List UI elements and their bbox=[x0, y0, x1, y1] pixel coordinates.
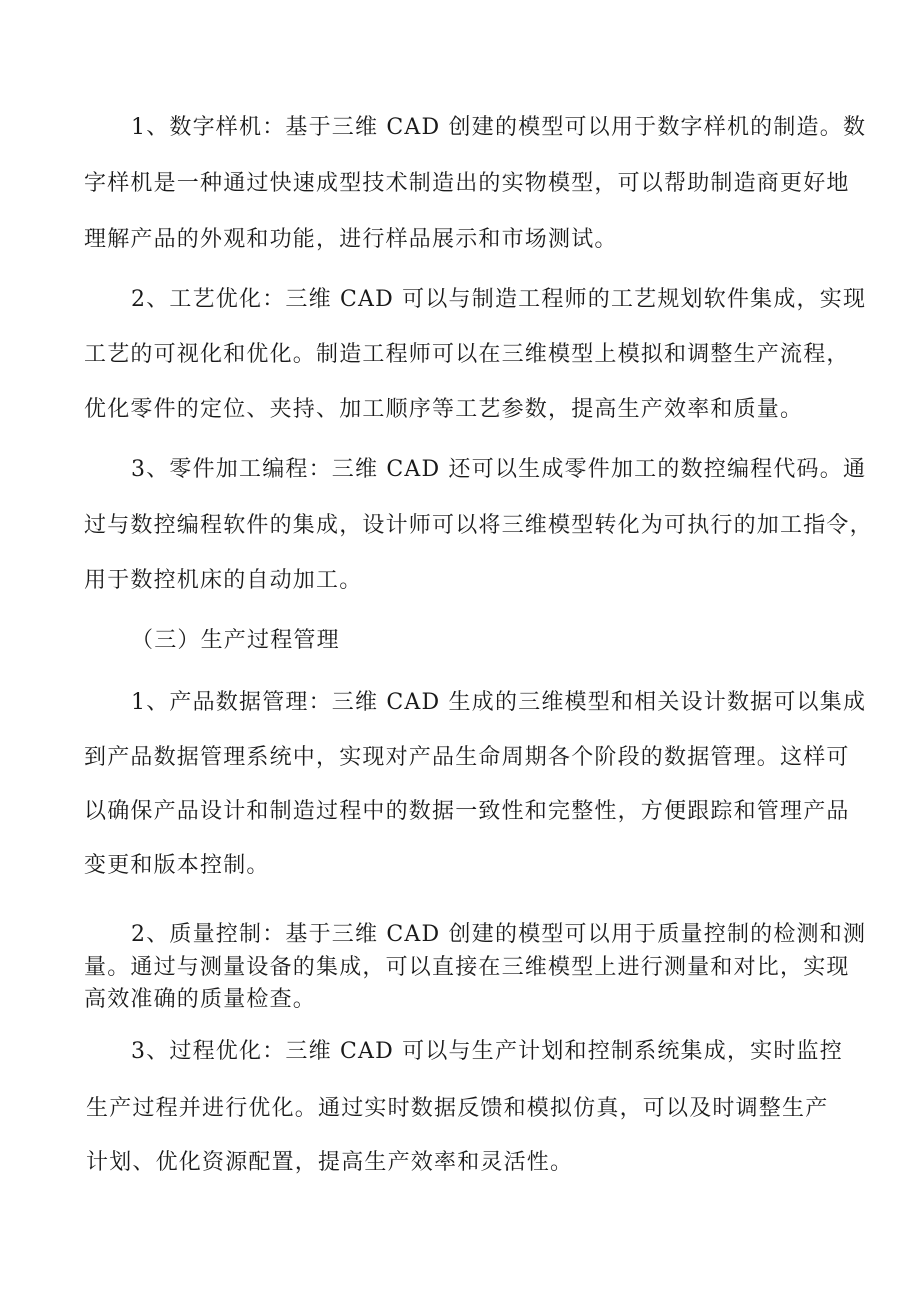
paragraph-line: 3、零件加工编程：三维 CAD 还可以生成零件加工的数控编程代码。通 bbox=[131, 457, 867, 482]
paragraph-line: 生产过程并进行优化。通过实时数据反馈和模拟仿真，可以及时调整生产 bbox=[86, 1096, 829, 1121]
paragraph-line: 计划、优化资源配置，提高生产效率和灵活性。 bbox=[86, 1150, 574, 1175]
paragraph-line: 字样机是一种通过快速成型技术制造出的实物模型，可以帮助制造商更好地 bbox=[84, 171, 850, 196]
paragraph-line: 3、过程优化：三维 CAD 可以与生产计划和控制系统集成，实时监控 bbox=[131, 1039, 843, 1064]
paragraph-line: 2、工艺优化：三维 CAD 可以与制造工程师的工艺规划软件集成，实现 bbox=[131, 287, 867, 312]
paragraph-line: 用于数控机床的自动加工。 bbox=[84, 568, 363, 593]
section-heading: （三）生产过程管理 bbox=[131, 628, 340, 653]
paragraph-line: 过与数控编程软件的集成，设计师可以将三维模型转化为可执行的加工指令， bbox=[84, 513, 873, 538]
paragraph-line: 2、质量控制：基于三维 CAD 创建的模型可以用于质量控制的检测和测 bbox=[131, 922, 867, 947]
paragraph-line: 1、产品数据管理：三维 CAD 生成的三维模型和相关设计数据可以集成 bbox=[131, 690, 867, 715]
paragraph-line: 优化零件的定位、夹持、加工顺序等工艺参数，提高生产效率和质量。 bbox=[84, 397, 804, 422]
paragraph-line: 1、数字样机：基于三维 CAD 创建的模型可以用于数字样机的制造。数 bbox=[131, 115, 867, 140]
paragraph-line: 到产品数据管理系统中，实现对产品生命周期各个阶段的数据管理。这样可 bbox=[84, 745, 850, 770]
paragraph-line: 变更和版本控制。 bbox=[84, 853, 270, 878]
paragraph-line: 高效准确的质量检查。 bbox=[84, 987, 317, 1012]
paragraph-line: 工艺的可视化和优化。制造工程师可以在三维模型上模拟和调整生产流程， bbox=[84, 342, 850, 367]
paragraph-line: 理解产品的外观和功能，进行样品展示和市场测试。 bbox=[84, 227, 618, 252]
paragraph-line: 以确保产品设计和制造过程中的数据一致性和完整性，方便跟踪和管理产品 bbox=[84, 799, 850, 824]
paragraph-line: 量。通过与测量设备的集成，可以直接在三维模型上进行测量和对比，实现 bbox=[84, 955, 850, 980]
